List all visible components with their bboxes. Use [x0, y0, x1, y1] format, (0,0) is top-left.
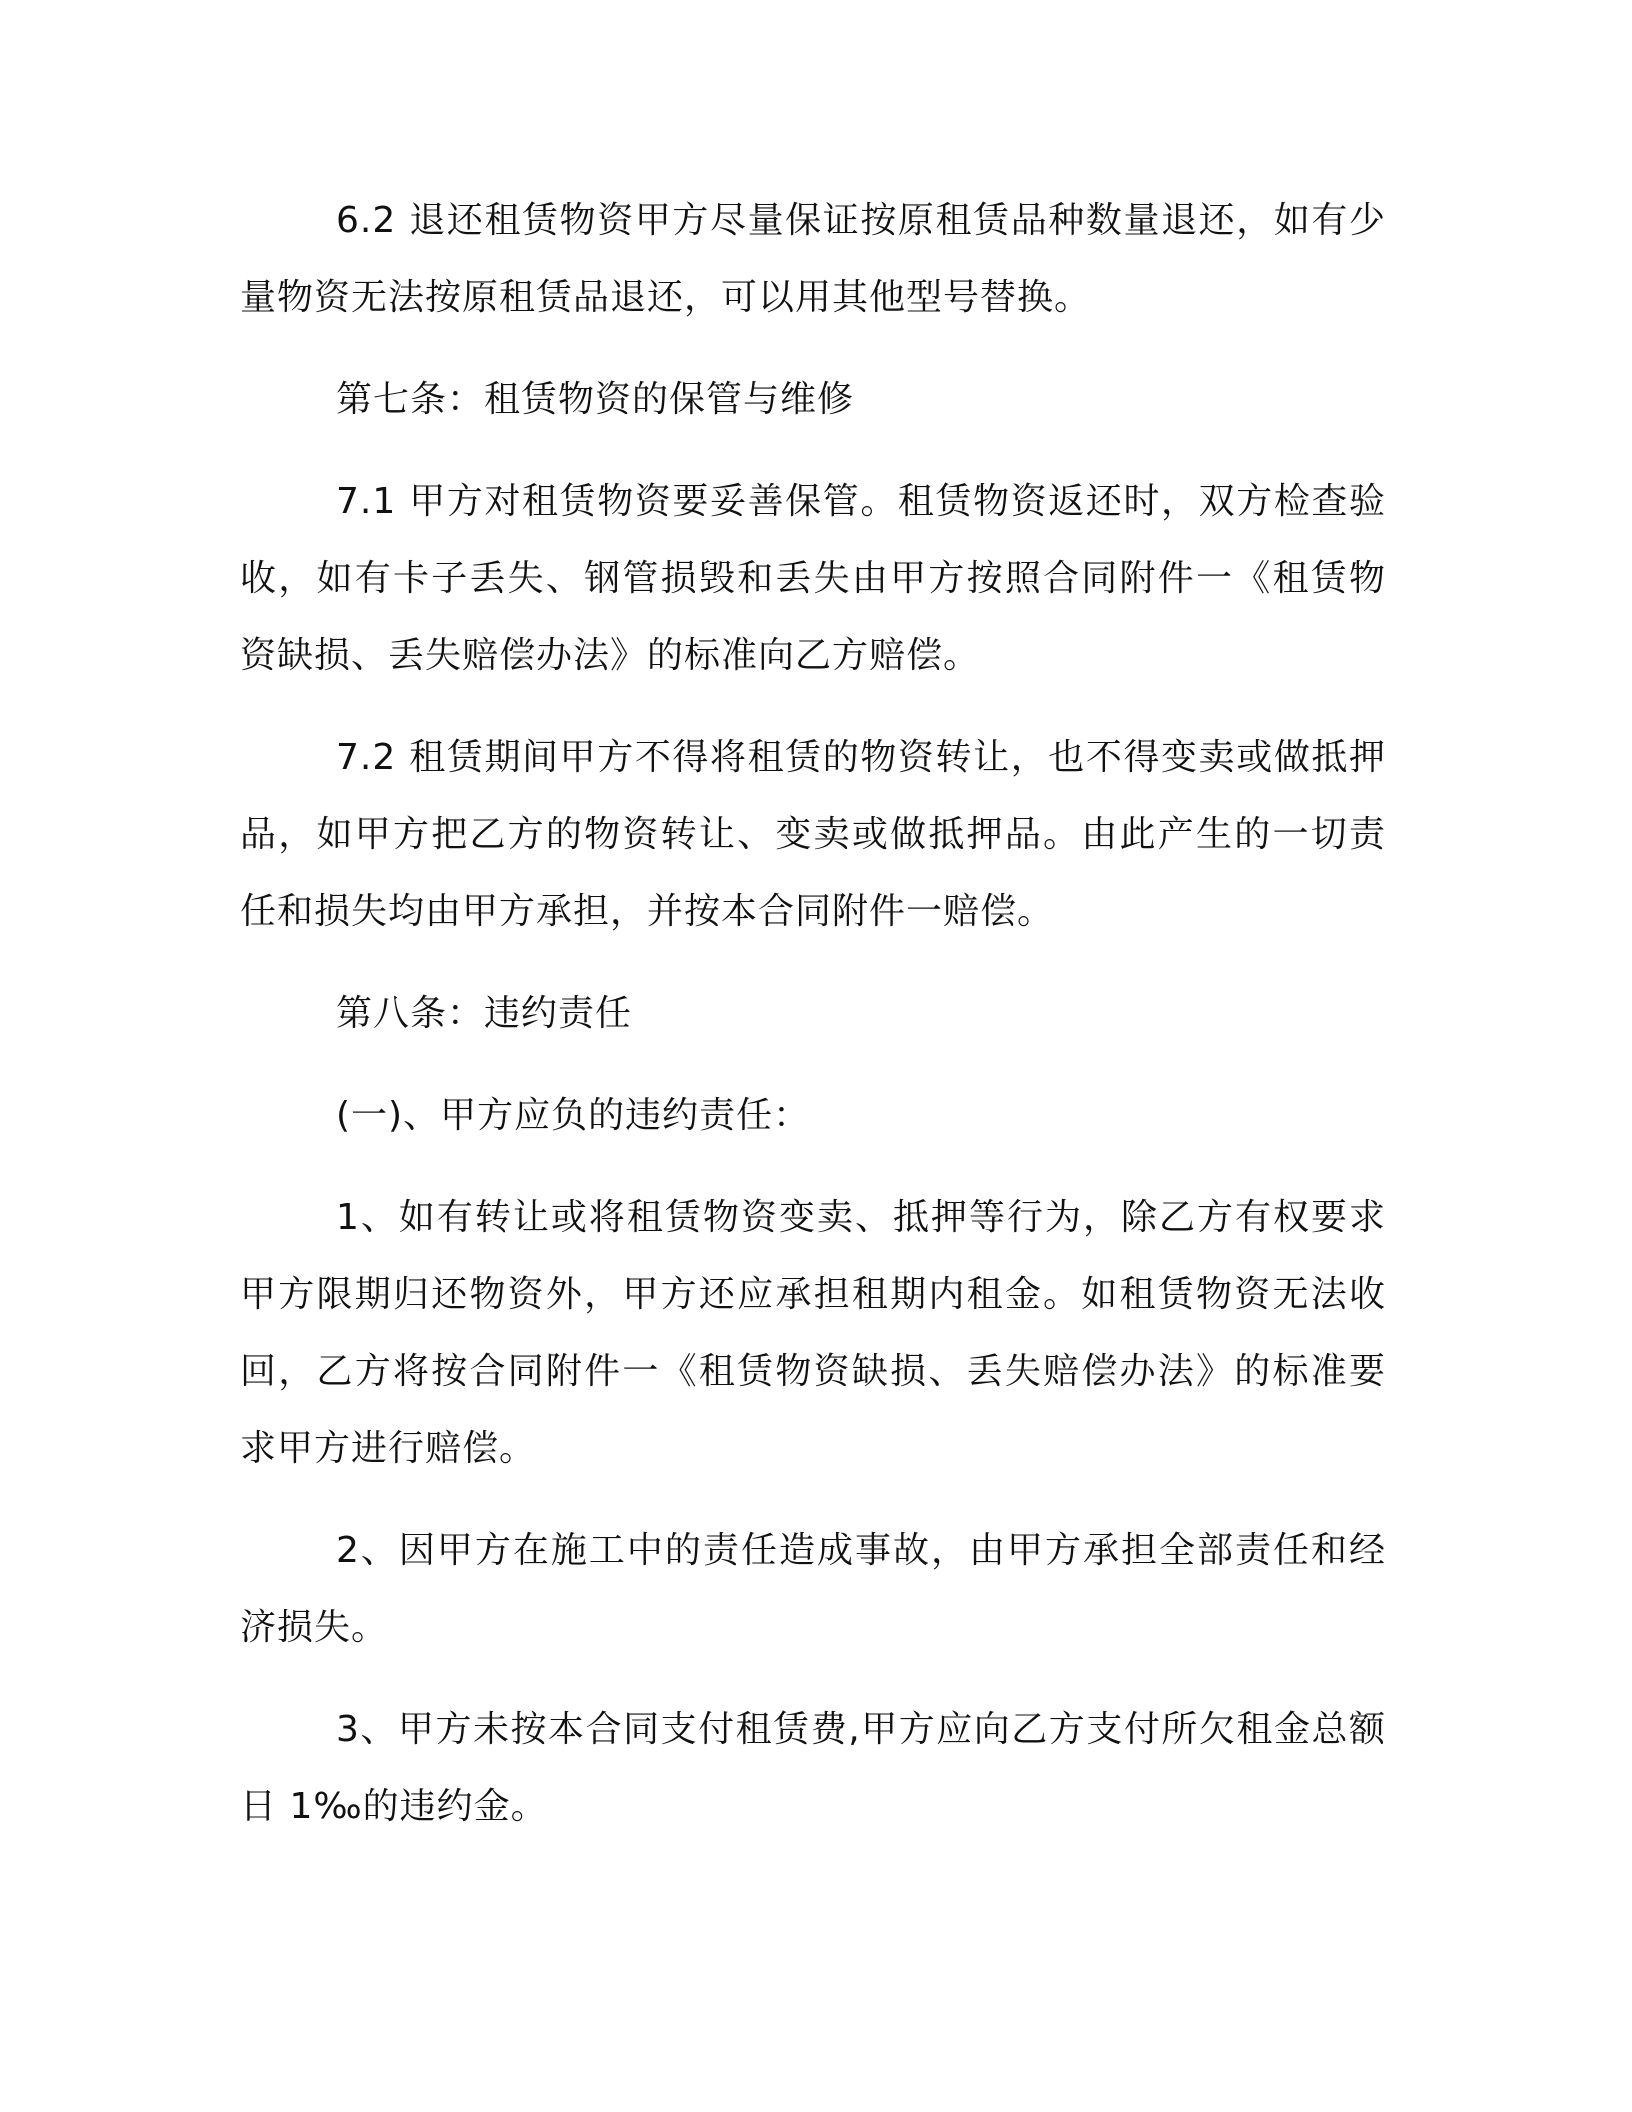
clause-7-2: 7.2 租赁期间甲方不得将租赁的物资转让，也不得变卖或做抵押品，如甲方把乙方的物资转让、变卖或做抵押品。由此产生的一切责任和损失均由甲方承担，并按本合同附件一赔偿。 [240, 737, 1386, 932]
liability-item-3: 3、甲方未按本合同支付租赁费,甲方应向乙方支付所欠租金总额日 1‰的违约金。 [240, 1709, 1386, 1827]
party-a-liability-heading: (一)、甲方应负的违约责任： [336, 1095, 811, 1136]
article-8-heading: 第八条：违约责任 [336, 993, 633, 1034]
clause-7-1: 7.1 甲方对租赁物资要妥善保管。租赁物资返还时，双方检查验收，如有卡子丢失、钢管损毁和丢失由甲方按照合同附件一《租赁物资缺损、丢失赔偿办法》的标准向乙方赔偿。 [240, 481, 1386, 676]
article-7-heading: 第七条：租赁物资的保管与维修 [336, 379, 855, 420]
liability-item-2: 2、因甲方在施工中的责任造成事故，由甲方承担全部责任和经济损失。 [240, 1530, 1386, 1648]
document-body [240, 182, 1386, 1870]
clause-6-2: 6.2 退还租赁物资甲方尽量保证按原租赁品种数量退还，如有少量物资无法按原租赁品退还，可以用其他型号替换。 [240, 200, 1386, 318]
liability-item-1: 1、如有转让或将租赁物资变卖、抵押等行为，除乙方有权要求甲方限期归还物资外，甲方还应承担租期内租金。如租赁物资无法收回，乙方将按合同附件一《租赁物资缺损、丢失赔偿办法》的标准要求甲方进行赔偿。 [240, 1197, 1386, 1469]
